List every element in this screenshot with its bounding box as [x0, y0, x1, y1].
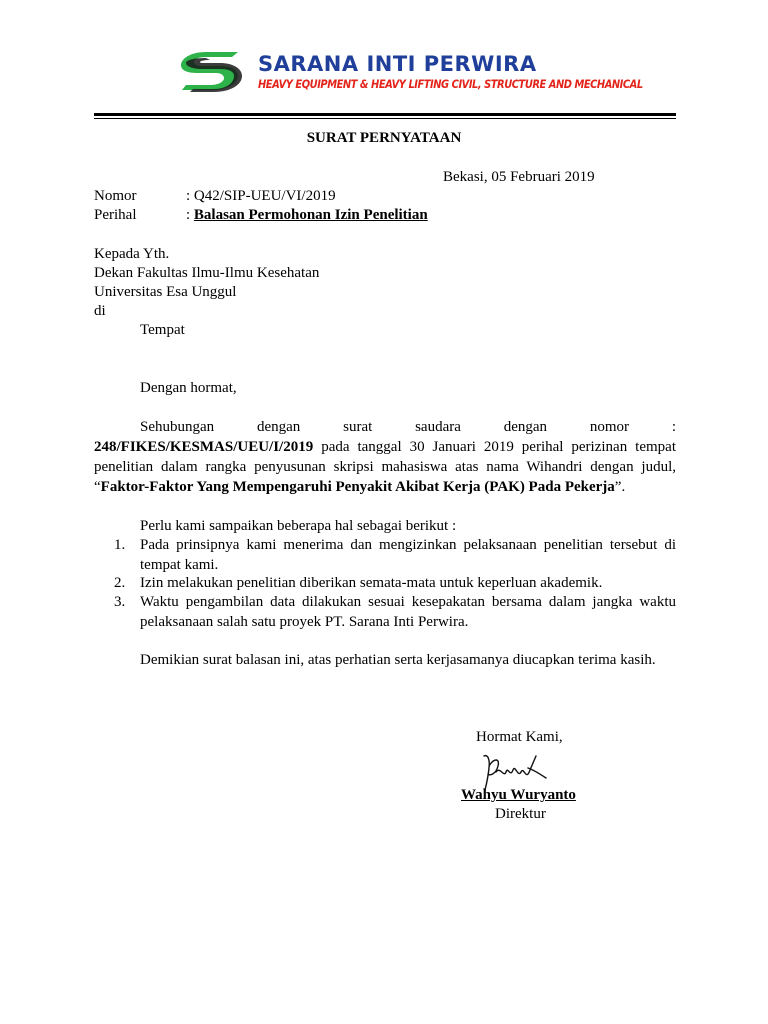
signatory-name: Wahyu Wuryanto — [461, 787, 576, 803]
list-item-3-number: 3. — [114, 594, 126, 610]
list-item-2-number: 2. — [114, 575, 126, 591]
closing-sentence: Demikian surat balasan ini, atas perhatian serta kerjasamanya diucapkan terima kasih. — [140, 652, 656, 668]
recipient-line-2: Dekan Fakultas Ilmu-Ilmu Kesehatan — [94, 265, 320, 281]
paragraph-1-line-4 — [94, 477, 676, 497]
sis-logo-icon — [176, 49, 244, 93]
nomor-value: : Q42/SIP-UEU/VI/2019 — [186, 188, 336, 204]
paragraph-1-line-1: Sehubungan dengan surat saudara dengan nomor : — [140, 419, 676, 435]
place-date: Bekasi, 05 Februari 2019 — [443, 169, 595, 185]
header-rule-thick — [94, 113, 676, 116]
paragraph-1-line-2 — [94, 437, 676, 457]
list-item-1-number: 1. — [114, 537, 126, 553]
paragraph-1-line-3: penelitian dalam rangka penyusunan skripsi mahasiswa atas nama Wihandri dengan judul, — [94, 459, 676, 475]
recipient-line-4: di — [94, 303, 106, 319]
company-name: SARANA INTI PERWIRA — [258, 52, 537, 76]
signoff-salutation: Hormat Kami, — [476, 729, 563, 745]
list-item-1-text: Pada prinsipnya kami menerima dan mengizinkan pelaksanaan penelitian tersebut di tempat kami. — [140, 537, 676, 573]
list-intro: Perlu kami sampaikan beberapa hal sebagai berikut : — [140, 518, 457, 534]
recipient-line-3: Universitas Esa Unggul — [94, 284, 237, 300]
header-rule-thin — [94, 118, 676, 119]
recipient-line-1: Kepada Yth. — [94, 246, 170, 262]
thesis-title: Faktor-Faktor Yang Mempengaruhi Penyakit Akibat Kerja (PAK) Pada Pekerja — [100, 479, 615, 495]
list-item-2-text: Izin melakukan penelitian diberikan semata-mata untuk keperluan akademik. — [140, 575, 603, 591]
perihal-colon: : — [186, 207, 191, 223]
nomor-label: Nomor — [94, 188, 137, 204]
letter-title: SURAT PERNYATAAN — [306, 130, 462, 146]
greeting: Dengan hormat, — [140, 380, 237, 396]
list-item-3-text: Waktu pengambilan data dilakukan sesuai kesepakatan bersama dalam jangka waktu pelaksanaan salah satu proyek PT. Sarana Inti Perwira. — [140, 594, 676, 630]
company-tagline: HEAVY EQUIPMENT & HEAVY LIFTING CIVIL, STRUCTURE AND MECHANICAL — [258, 77, 643, 91]
recipient-line-5: Tempat — [140, 322, 185, 338]
quote-open: “ — [94, 479, 101, 495]
perihal-label: Perihal — [94, 207, 137, 223]
reference-number: 248/FIKES/KESMAS/UEU/I/2019 — [94, 439, 314, 455]
signatory-position: Direktur — [495, 806, 546, 822]
quote-close: ”. — [614, 479, 626, 495]
perihal-value: Balasan Permohonan Izin Penelitian — [193, 207, 428, 223]
paragraph-1-line-2-rest: pada tanggal 30 Januari 2019 perihal perizinan tempat — [321, 439, 676, 455]
perihal-value-line — [186, 206, 428, 224]
